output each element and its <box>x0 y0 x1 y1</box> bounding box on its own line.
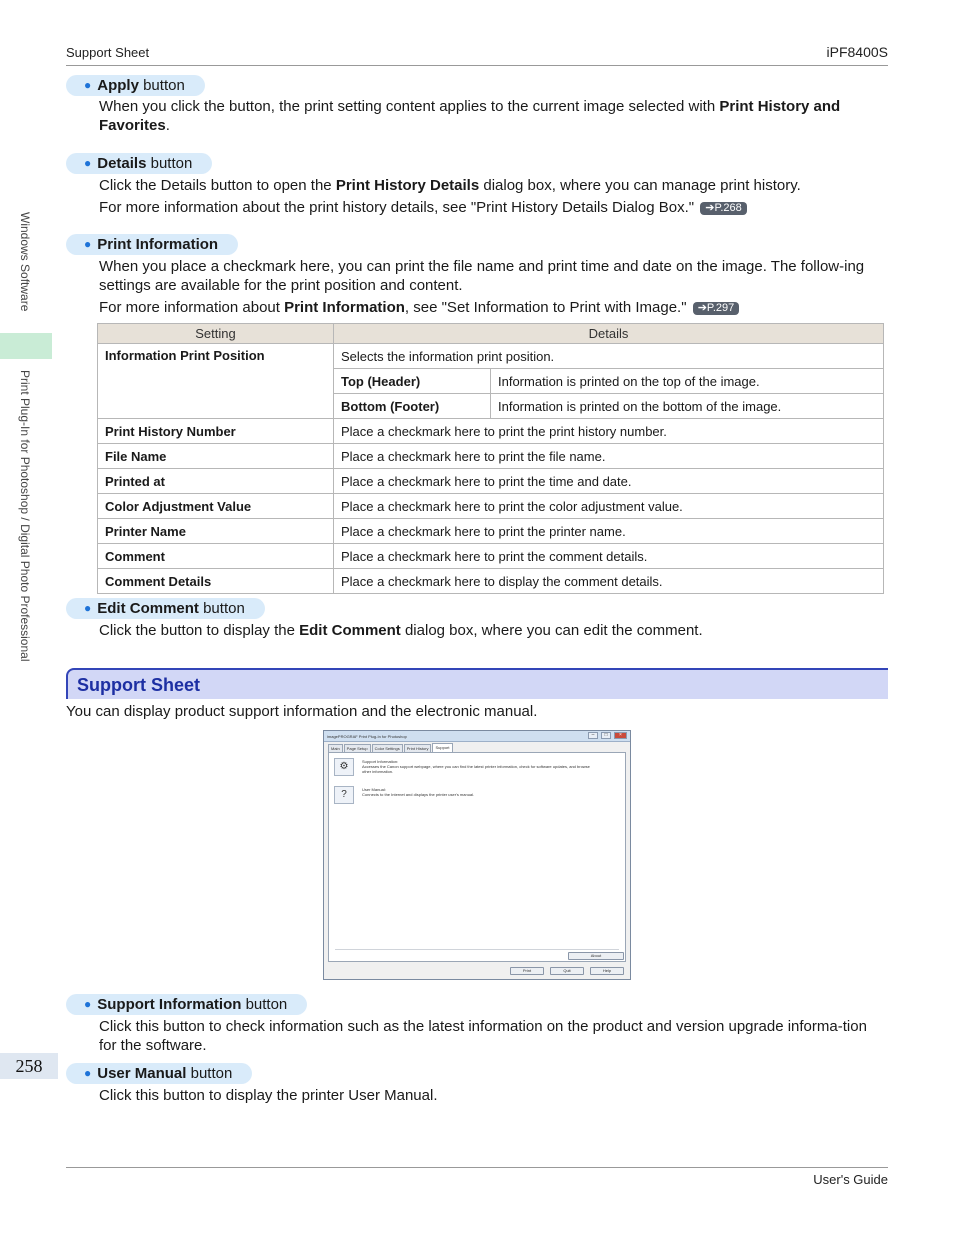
maximize-icon[interactable]: □ <box>601 732 611 739</box>
support-information-heading <box>66 994 307 1015</box>
table-row <box>98 519 884 544</box>
support-tab-panel <box>328 752 626 962</box>
tab-support[interactable]: Support <box>432 743 452 752</box>
print-information-description-1: When you place a checkmark here, you can print the file name and print time and date on the image. The follow-ing settings are available for the print position and content. <box>99 258 865 294</box>
tab-color-settings[interactable]: Color Settings <box>372 744 403 752</box>
table-row <box>98 469 884 494</box>
table-cell-details: Place a checkmark here to print the printer name. <box>334 519 884 544</box>
print-info-desc2-end: , see "Set Information to Print with Image." <box>404 299 691 316</box>
table-header-row <box>98 324 884 344</box>
support-info-desc: Accesses the Canon support webpage, where you can find the latest printer information, check for software updates, and browse other information. <box>362 764 590 774</box>
details-description-2 <box>99 198 879 217</box>
table-cell-setting: Comment <box>98 544 334 569</box>
details-description-1 <box>99 176 879 195</box>
table-cell-setting: Printer Name <box>98 519 334 544</box>
print-information-table <box>97 323 884 594</box>
tab-page-setup[interactable]: Page Setup <box>344 744 371 752</box>
print-information-heading <box>66 234 238 255</box>
user-manual-heading-suffix: button <box>186 1065 233 1082</box>
apply-heading <box>66 75 205 96</box>
edit-comment-desc-end: dialog box, where you can edit the comment. <box>400 622 703 639</box>
details-desc2-text: For more information about the print history details, see "Print History Details Dialog Box." <box>99 199 699 216</box>
table-cell-subdetails: Information is printed on the top of the image. <box>491 369 884 394</box>
apply-heading-suffix: button <box>138 77 185 94</box>
plugin-dialog-screenshot <box>323 730 631 980</box>
close-icon[interactable]: × <box>614 732 627 739</box>
print-information-heading-bold: Print Information <box>97 236 219 253</box>
details-desc1-bold: Print History Details <box>335 177 480 194</box>
table-cell-setting: Color Adjustment Value <box>98 494 334 519</box>
page-ref-link[interactable]: ➔P.268 <box>700 202 747 215</box>
section-heading-support-sheet <box>66 668 888 699</box>
edit-comment-description <box>99 621 879 640</box>
side-tab-windows-software: Windows Software <box>18 212 32 312</box>
details-heading-suffix: button <box>146 155 193 172</box>
table-row <box>98 444 884 469</box>
support-sheet-intro: You can display product support information and the electronic manual. <box>66 703 538 720</box>
page-ref-link[interactable]: ➔P.297 <box>693 302 740 315</box>
user-manual-title: User Manual: <box>362 787 386 792</box>
table-cell-subsetting: Top (Header) <box>334 369 491 394</box>
footer-rule <box>66 1167 888 1168</box>
tab-main[interactable]: Main <box>328 744 343 752</box>
table-cell-setting: Printed at <box>98 469 334 494</box>
details-heading-bold: Details <box>97 155 147 172</box>
apply-description <box>99 97 879 135</box>
table-cell-setting: Print History Number <box>98 419 334 444</box>
page-number: 258 <box>0 1053 58 1079</box>
print-info-desc2-text: For more information about <box>99 299 285 316</box>
quit-button[interactable]: Quit <box>550 967 584 975</box>
table-row <box>98 544 884 569</box>
bullet-icon: ● <box>84 997 92 1011</box>
table-cell-setting: File Name <box>98 444 334 469</box>
edit-comment-heading-bold: Edit Comment <box>97 600 199 617</box>
edit-comment-desc-bold: Edit Comment <box>299 622 401 639</box>
support-information-description: Click this button to check information such as the latest information on the product and version upgrade informa-tion for the software. <box>99 1018 867 1054</box>
apply-heading-bold: Apply <box>97 77 139 94</box>
table-row <box>98 344 884 369</box>
header-rule <box>66 65 888 66</box>
apply-desc-bold: Print History and Favorites <box>99 98 841 134</box>
support-information-heading-bold: Support Information <box>97 996 242 1013</box>
support-information-heading-suffix: button <box>241 996 288 1013</box>
side-tab-plugin: Print Plug-In for Photoshop / Digital Photo Professional <box>18 370 32 662</box>
details-desc1-end: dialog box, where you can manage print history. <box>479 177 801 194</box>
edit-comment-heading-suffix: button <box>198 600 245 617</box>
table-row <box>98 419 884 444</box>
dialog-title: imagePROGRAF Print Plug-In for Photoshop <box>327 734 407 739</box>
details-heading <box>66 153 212 174</box>
running-header-model: iPF8400S <box>826 44 888 60</box>
support-globe-icon: ⚙ <box>339 761 349 772</box>
bullet-icon: ● <box>84 237 92 251</box>
dialog-title-bar <box>324 731 630 742</box>
running-footer-guide: User's Guide <box>813 1172 888 1187</box>
apply-desc-text: When you click the button, the print setting content applies to the current image selected with <box>99 98 720 115</box>
table-cell-setting: Information Print Position <box>98 344 334 419</box>
tab-print-history[interactable]: Print History <box>404 744 432 752</box>
print-info-desc2-bold: Print Information <box>284 299 405 316</box>
print-button[interactable]: Print <box>510 967 544 975</box>
bullet-icon: ● <box>84 78 92 92</box>
table-row <box>98 569 884 594</box>
bullet-icon: ● <box>84 1066 92 1080</box>
table-header-setting: Setting <box>98 324 334 344</box>
table-row <box>98 494 884 519</box>
table-cell-details: Selects the information print position. <box>334 344 884 369</box>
table-cell-setting: Comment Details <box>98 569 334 594</box>
manual-book-icon: ? <box>341 789 347 800</box>
support-information-button[interactable] <box>334 758 354 776</box>
running-header-section: Support Sheet <box>66 45 150 60</box>
table-cell-subdetails: Information is printed on the bottom of the image. <box>491 394 884 419</box>
table-cell-details: Place a checkmark here to print the print history number. <box>334 419 884 444</box>
edit-comment-desc-text: Click the button to display the <box>99 622 300 639</box>
user-manual-description: Click this button to display the printer User Manual. <box>99 1087 438 1104</box>
user-manual-heading <box>66 1063 252 1084</box>
table-cell-details: Place a checkmark here to print the comment details. <box>334 544 884 569</box>
user-manual-text <box>362 787 592 797</box>
help-button[interactable]: Help <box>590 967 624 975</box>
table-cell-subsetting: Bottom (Footer) <box>334 394 491 419</box>
apply-desc-end: . <box>165 117 170 134</box>
about-button[interactable]: About <box>568 952 624 960</box>
user-manual-heading-bold: User Manual <box>97 1065 187 1082</box>
table-cell-details: Place a checkmark here to display the comment details. <box>334 569 884 594</box>
table-cell-details: Place a checkmark here to print the color adjustment value. <box>334 494 884 519</box>
dialog-separator <box>335 949 619 950</box>
details-desc1-text: Click the Details button to open the <box>99 177 336 194</box>
user-manual-desc: Connects to the Internet and displays the printer user's manual. <box>362 792 475 797</box>
section-title: Support Sheet <box>77 675 201 695</box>
bullet-icon: ● <box>84 601 92 615</box>
user-manual-button[interactable] <box>334 786 354 804</box>
table-header-details: Details <box>334 324 884 344</box>
edit-comment-heading <box>66 598 265 619</box>
support-info-text <box>362 759 592 774</box>
support-info-title: Support Information: <box>362 759 399 764</box>
print-information-description-2 <box>99 298 879 317</box>
dialog-tabs <box>328 744 454 752</box>
minimize-icon[interactable]: – <box>588 732 598 739</box>
table-cell-details: Place a checkmark here to print the file name. <box>334 444 884 469</box>
table-cell-details: Place a checkmark here to print the time and date. <box>334 469 884 494</box>
side-tab-marker <box>0 333 52 359</box>
bullet-icon: ● <box>84 156 92 170</box>
